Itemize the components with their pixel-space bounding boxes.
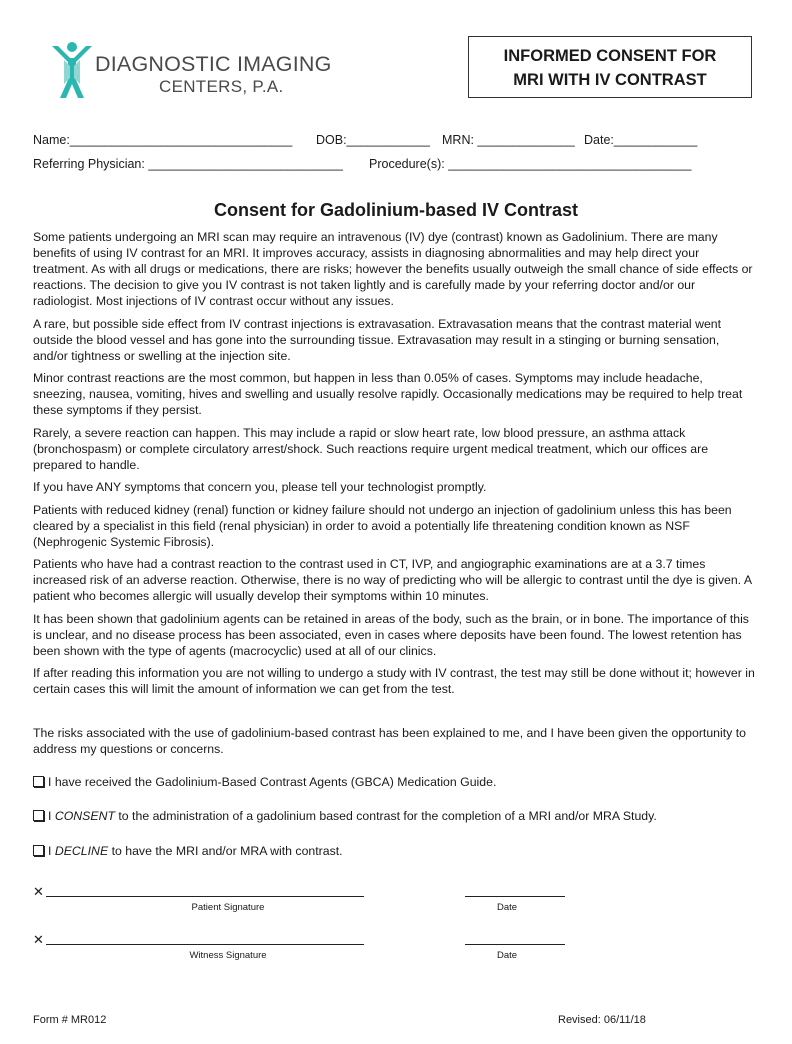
paragraph: Patients with reduced kidney (renal) function or kidney failure should not undergo an injection of gadolinium unless this has been cleared by a specialist in this field (renal physician) in order to avoid a potentially life threatening condition known as NSF (Nephrogenic Systemic Fibrosis). [33, 502, 732, 549]
checkbox[interactable] [33, 776, 44, 787]
decline-word: DECLINE [54, 844, 109, 858]
date-field[interactable]: Date:____________ [584, 133, 698, 147]
witness-date-caption: Date [496, 950, 518, 961]
consent-checkbox-row[interactable] [33, 808, 757, 824]
paragraph: Patients who have had a contrast reaction to the contrast used in CT, IVP, and angiographic examinations are at a 3.7 times increased risk of an adverse reaction. Otherwise, there is no way of predicting who will be allergic to contrast until the dye is given. A patient who becomes allergic will usually develop their symptoms within 10 minutes. [33, 557, 752, 603]
referring-physician-field[interactable]: Referring Physician: ____________________________ [33, 157, 343, 171]
checkbox[interactable] [33, 845, 44, 856]
logo-text-line2: CENTERS, P.A. [159, 77, 284, 96]
decline-checkbox-row[interactable] [33, 843, 757, 859]
consent-label: to the administration of a gadolinium based contrast for the completion of a MRI and/or MRA Study. [114, 809, 657, 823]
risk-statement: The risks associated with the use of gadolinium-based contrast has been explained to me, and I have been given the opportunity to address my questions or concerns. [33, 726, 746, 756]
x-mark-icon: ✕ [33, 884, 44, 899]
company-logo [50, 40, 370, 102]
witness-date-line[interactable] [465, 944, 565, 945]
decline-label: to have the MRI and/or MRA with contrast. [108, 844, 343, 858]
patient-signature-line[interactable] [46, 896, 364, 897]
form-title-line1: INFORMED CONSENT FOR [503, 47, 717, 65]
dob-field[interactable]: DOB:____________ [316, 133, 430, 147]
witness-signature-caption: Witness Signature [189, 950, 267, 961]
paragraph: Minor contrast reactions are the most common, but happen in less than 0.05% of cases. Symptoms may include headache, sneezing, nausea, vomiting, hives and swelling and usually resolve rapidly. Occasionally medications may be required to help treat these symptoms if they persist. [33, 371, 743, 417]
paragraph: If after reading this information you are not willing to undergo a study with IV contrast, the test may still be done without it; however in certain cases this will limit the amount of information we can get from the test. [33, 666, 755, 696]
patient-signature-caption: Patient Signature [191, 902, 265, 913]
person-logo-icon [50, 40, 94, 102]
form-title-line2: MRI WITH IV CONTRAST [513, 71, 707, 89]
gbca-guide-label: I have received the Gadolinium-Based Contrast Agents (GBCA) Medication Guide. [48, 775, 497, 789]
logo-text-line1: DIAGNOSTIC IMAGING [95, 52, 332, 76]
revised-date: Revised: 06/11/18 [558, 1014, 646, 1026]
consent-body [33, 229, 757, 704]
decline-prefix: I [48, 844, 55, 858]
paragraph: A rare, but possible side effect from IV contrast injections is extravasation. Extravasation means that the contrast material went outside the blood vessel and has gone into the surrounding tissue. Extravasation may result in a stinging or burning sensation, and/or tightness or swelling at the injection site. [33, 316, 722, 363]
paragraph: Some patients undergoing an MRI scan may require an intravenous (IV) dye (contrast) known as Gadolinium. There are many benefits of using IV contrast for an MRI. It improves accuracy, assists in diagnosing abnormalities and may help direct your treatment. As with all drugs or medications, there are risks; however the benefits usually outweigh the small chance of side effects or reactions. The decision to give you IV contrast is not taken lightly and is carefully made by your referring doctor and/or our radiologist. Most injections of IV contrast occur without any issues. [33, 230, 753, 308]
name-field[interactable]: Name:________________________________ [33, 133, 293, 147]
gbca-guide-checkbox-row[interactable] [33, 774, 757, 790]
paragraph: Rarely, a severe reaction can happen. This may include a rapid or slow heart rate, low blood pressure, an asthma attack (bronchospasm) or complete circulatory arrest/shock. Such reactions require urgent medical treatment, which our offices are prepared to handle. [33, 425, 709, 472]
checkbox[interactable] [33, 810, 44, 821]
form-number: Form # MR012 [33, 1014, 107, 1026]
paragraph: It has been shown that gadolinium agents can be retained in areas of the body, such as the brain, or in bone. The importance of this is unclear, and no disease process has been associated, even in cases where deposits have been found. The lowest retention has been shown with the type of agents (macrocyclic) used at all of our clinics. [33, 611, 749, 658]
section-heading: Consent for Gadolinium-based IV Contrast [213, 200, 579, 220]
mrn-field[interactable]: MRN: ______________ [442, 133, 575, 147]
procedure-field[interactable]: Procedure(s): ___________________________________ [369, 157, 692, 171]
patient-date-line[interactable] [465, 896, 565, 897]
consent-word: CONSENT [54, 809, 115, 823]
form-title-box [468, 36, 752, 98]
witness-signature-line[interactable] [46, 944, 364, 945]
paragraph: If you have ANY symptoms that concern you, please tell your technologist promptly. [33, 480, 487, 494]
consent-prefix: I [48, 809, 55, 823]
patient-date-caption: Date [496, 902, 518, 913]
x-mark-icon: ✕ [33, 932, 44, 947]
